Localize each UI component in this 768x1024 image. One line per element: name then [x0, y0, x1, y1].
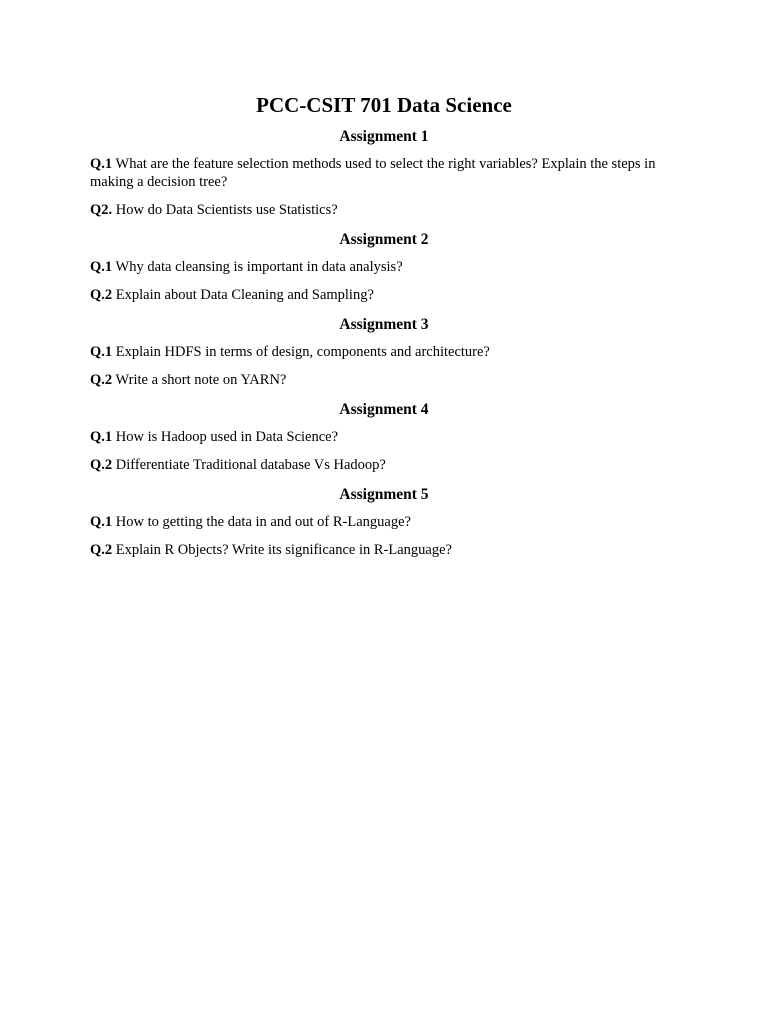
question-text: Explain R Objects? Write its significance in R-Language? [115, 542, 452, 558]
question-item [90, 371, 678, 389]
question-item [90, 343, 678, 361]
question-number: Q.2 [90, 372, 113, 388]
assignment-section [90, 399, 678, 474]
question-number: Q.2 [90, 457, 113, 473]
question-text: How to getting the data in and out of R-Language? [115, 514, 411, 530]
question-item [90, 513, 678, 531]
question-item [90, 456, 678, 474]
question-number: Q.1 [90, 514, 113, 530]
question-text: Explain HDFS in terms of design, components and architecture? [115, 344, 490, 360]
assignment-heading: Assignment 1 [339, 128, 429, 145]
question-text: How is Hadoop used in Data Science? [115, 429, 339, 445]
document-page [90, 91, 678, 569]
assignment-section [90, 126, 678, 219]
question-item [90, 201, 678, 219]
assignment-section [90, 229, 678, 304]
question-number: Q.1 [90, 156, 113, 172]
question-text: Explain about Data Cleaning and Sampling? [115, 287, 374, 303]
question-text: Write a short note on YARN? [115, 372, 287, 388]
question-text: Why data cleansing is important in data analysis? [115, 259, 403, 275]
question-item [90, 258, 678, 276]
assignment-heading: Assignment 2 [339, 231, 429, 248]
question-item [90, 155, 678, 191]
question-number: Q.2 [90, 542, 113, 558]
assignment-heading: Assignment 4 [339, 401, 429, 418]
question-item [90, 428, 678, 446]
question-text: Differentiate Traditional database Vs Hadoop? [115, 457, 386, 473]
assignment-section [90, 314, 678, 389]
question-number: Q.1 [90, 344, 113, 360]
assignment-heading: Assignment 3 [339, 316, 429, 333]
question-text: What are the feature selection methods used to select the right variables? Explain the steps in making a decision tree? [90, 156, 656, 190]
assignment-section [90, 484, 678, 559]
question-item [90, 286, 678, 304]
question-number: Q.2 [90, 287, 113, 303]
document-title: PCC-CSIT 701 Data Science [256, 93, 512, 117]
question-number: Q.1 [90, 429, 113, 445]
assignment-heading: Assignment 5 [339, 486, 429, 503]
question-number: Q2. [90, 202, 113, 218]
question-text: How do Data Scientists use Statistics? [115, 202, 338, 218]
question-item [90, 541, 678, 559]
question-number: Q.1 [90, 259, 113, 275]
